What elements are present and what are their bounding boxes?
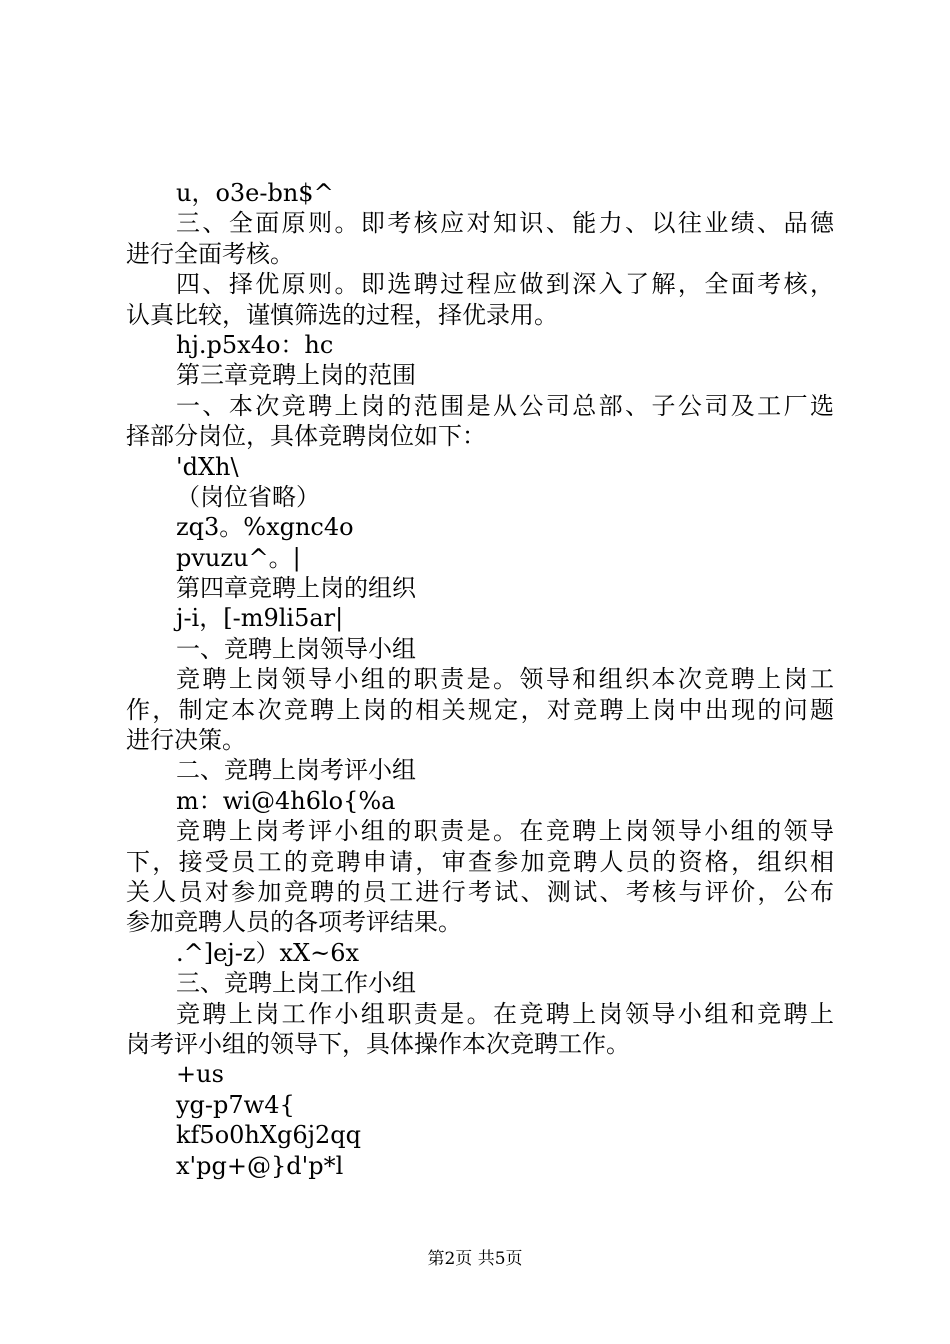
text-line: 进行全面考核。 — [126, 239, 294, 268]
document-body — [126, 178, 834, 1181]
text-line: 'dXh\ — [176, 452, 239, 481]
text-line: 进行决策。 — [126, 726, 246, 755]
text-line: yg-p7w4{ — [176, 1090, 295, 1119]
section-heading: 一、竞聘上岗领导小组 — [176, 634, 416, 663]
text-line: 关人员对参加竞聘的员工进行考试、测试、考核与评价，公布 — [126, 877, 834, 906]
text-line: 择部分岗位，具体竞聘岗位如下： — [126, 422, 486, 451]
text-line: 竞聘上岗领导小组的职责是。领导和组织本次竞聘上岗工 — [176, 665, 834, 694]
page-footer: 第2页 共5页 — [427, 1249, 523, 1269]
text-line: 四、择优原则。即选聘过程应做到深入了解，全面考核， — [176, 270, 834, 299]
text-line: kf5o0hXg6j2qq — [176, 1121, 362, 1150]
text-line: +us — [176, 1060, 224, 1089]
text-line: zq3。%xgnc4o — [176, 513, 354, 542]
section-heading: 三、竞聘上岗工作小组 — [176, 969, 416, 998]
text-line: u，o3e-bn$^ — [176, 179, 334, 207]
text-line: .^]ej-z）xX~6x — [176, 938, 360, 967]
section-heading: 二、竞聘上岗考评小组 — [176, 756, 416, 785]
text-line: 参加竞聘人员的各项考评结果。 — [126, 908, 462, 937]
text-line: x'pg+@}d'p*l — [176, 1151, 344, 1180]
text-line: hj.p5x4o：hc — [176, 330, 334, 359]
text-line: pvuzu^。| — [176, 543, 301, 572]
text-line: 竞聘上岗工作小组职责是。在竞聘上岗领导小组和竞聘上 — [176, 999, 834, 1028]
text-line: 一、本次竞聘上岗的范围是从公司总部、子公司及工厂选 — [176, 391, 834, 420]
chapter-heading: 第三章竞聘上岗的范围 — [176, 361, 416, 390]
text-line: 作，制定本次竞聘上岗的相关规定，对竞聘上岗中出现的问题 — [126, 695, 834, 724]
text-line: j-i，[-m9li5ar| — [176, 604, 344, 633]
text-line: 下，接受员工的竞聘申请，审查参加竞聘人员的资格，组织相 — [126, 847, 834, 876]
text-line: m：wi@4h6lo{%a — [176, 786, 396, 815]
text-line: 岗考评小组的领导下，具体操作本次竞聘工作。 — [126, 1029, 630, 1058]
text-line: 竞聘上岗考评小组的职责是。在竞聘上岗领导小组的领导 — [176, 817, 834, 846]
text-line: 三、全面原则。即考核应对知识、能力、以往业绩、品德 — [176, 209, 834, 238]
text-line: 认真比较，谨慎筛选的过程，择优录用。 — [126, 300, 558, 329]
chapter-heading: 第四章竞聘上岗的组织 — [176, 574, 416, 603]
text-line: （岗位省略） — [176, 482, 320, 511]
